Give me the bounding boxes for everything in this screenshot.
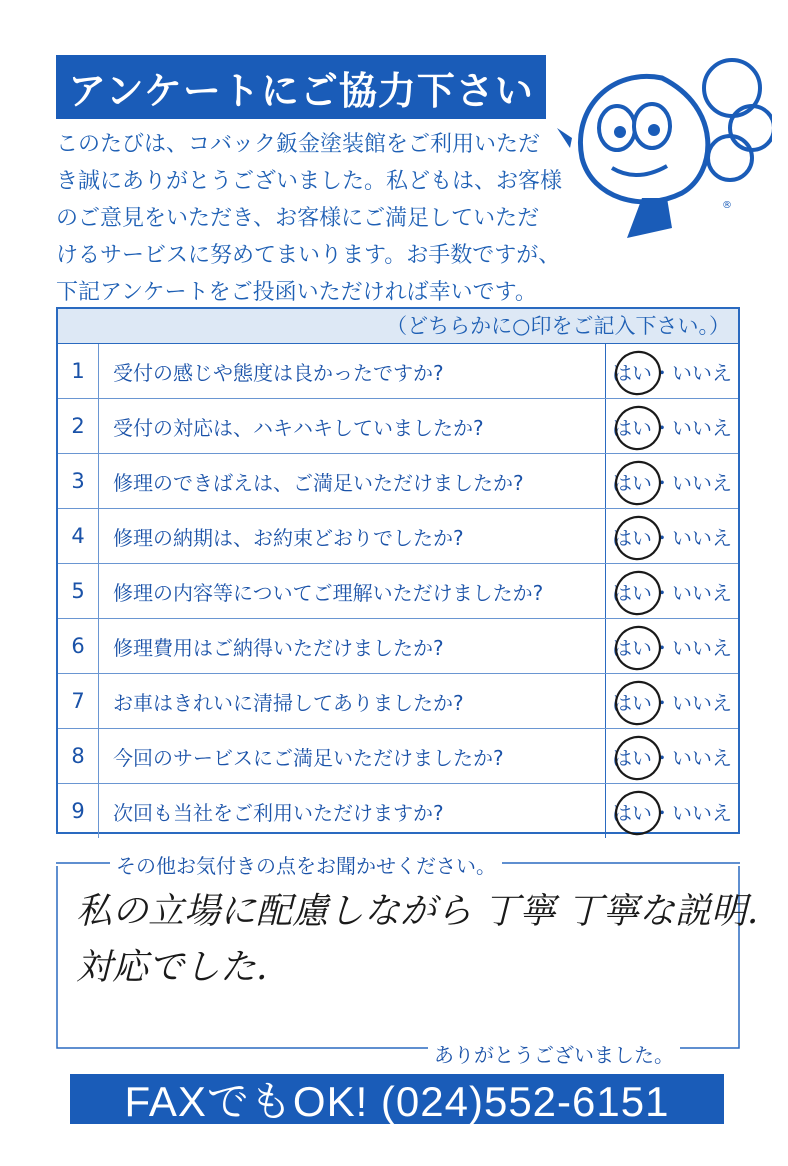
intro-line: のご意見をいただき、お客様にご満足していただ [56, 206, 540, 231]
survey-row [58, 509, 738, 564]
answer-choice[interactable]: はい・いいえ [605, 509, 738, 563]
answer-choice[interactable]: はい・いいえ [605, 344, 738, 398]
answer-choice[interactable]: はい・いいえ [605, 399, 738, 453]
question-text: 修理の内容等についてご理解いただけましたか? [113, 580, 544, 605]
mascot-logo [552, 48, 772, 248]
intro-line: けるサービスに努めてまいります。お手数ですが、 [56, 243, 561, 268]
question-text: 今回のサービスにご満足いただけましたか? [113, 745, 504, 770]
answer-choice[interactable]: はい・いいえ [605, 619, 738, 673]
question-number: 4 [58, 509, 99, 563]
survey-row [58, 619, 738, 674]
question-number: 5 [58, 564, 99, 618]
question-number: 7 [58, 674, 99, 728]
answer-choice[interactable]: はい・いいえ [605, 454, 738, 508]
question-number: 2 [58, 399, 99, 453]
survey-row [58, 564, 738, 619]
question-number: 9 [58, 784, 99, 838]
question-number: 1 [58, 344, 99, 398]
question-text: 修理の納期は、お約束どおりでしたか? [113, 525, 464, 550]
handwritten-line: 私の立場に配慮しながら 丁寧 丁寧な説明. [76, 891, 759, 932]
question-text: 受付の対応は、ハキハキしていましたか? [113, 415, 484, 440]
intro-line: き誠にありがとうございました。私どもは、お客様 [56, 169, 563, 194]
svg-text:®: ® [722, 200, 732, 211]
question-text: 修理費用はご納得いただけましたか? [113, 635, 444, 660]
question-number: 6 [58, 619, 99, 673]
question-text: 次回も当社をご利用いただけますか? [113, 800, 444, 825]
survey-instruction: （どちらかに○印をご記入下さい。） [58, 309, 738, 344]
intro-text [56, 126, 563, 311]
comment-title: その他お気付きの点をお聞かせください。 [110, 850, 502, 879]
intro-line: 下記アンケートをご投函いただければ幸いです。 [56, 280, 537, 305]
question-text: 受付の感じや態度は良かったですか? [113, 360, 444, 385]
handwritten-comment [76, 884, 759, 1004]
question-number: 3 [58, 454, 99, 508]
answer-choice[interactable]: はい・いいえ [605, 729, 738, 783]
survey-row [58, 399, 738, 454]
answer-choice[interactable]: はい・いいえ [605, 564, 738, 618]
survey-row [58, 454, 738, 509]
page-title: アンケートにご協力下さい [56, 55, 546, 119]
survey-row [58, 674, 738, 729]
handwritten-line: 対応でした. [76, 947, 268, 988]
question-number: 8 [58, 729, 99, 783]
comment-box [56, 854, 759, 1067]
survey-row [58, 729, 738, 784]
answer-choice[interactable]: はい・いいえ [605, 674, 738, 728]
answer-choice[interactable]: はい・いいえ [605, 784, 738, 838]
fax-banner: FAXでもOK! (024)552-6151 [70, 1074, 724, 1124]
question-text: 修理のできばえは、ご満足いただけましたか? [113, 470, 524, 495]
comment-thanks: ありがとうございました。 [428, 1039, 680, 1068]
intro-line: このたびは、コバック鈑金塗装館をご利用いただ [56, 132, 541, 157]
survey-row [58, 344, 738, 399]
question-text: お車はきれいに清掃してありましたか? [113, 690, 464, 715]
survey-table [56, 307, 740, 834]
survey-row [58, 784, 738, 838]
